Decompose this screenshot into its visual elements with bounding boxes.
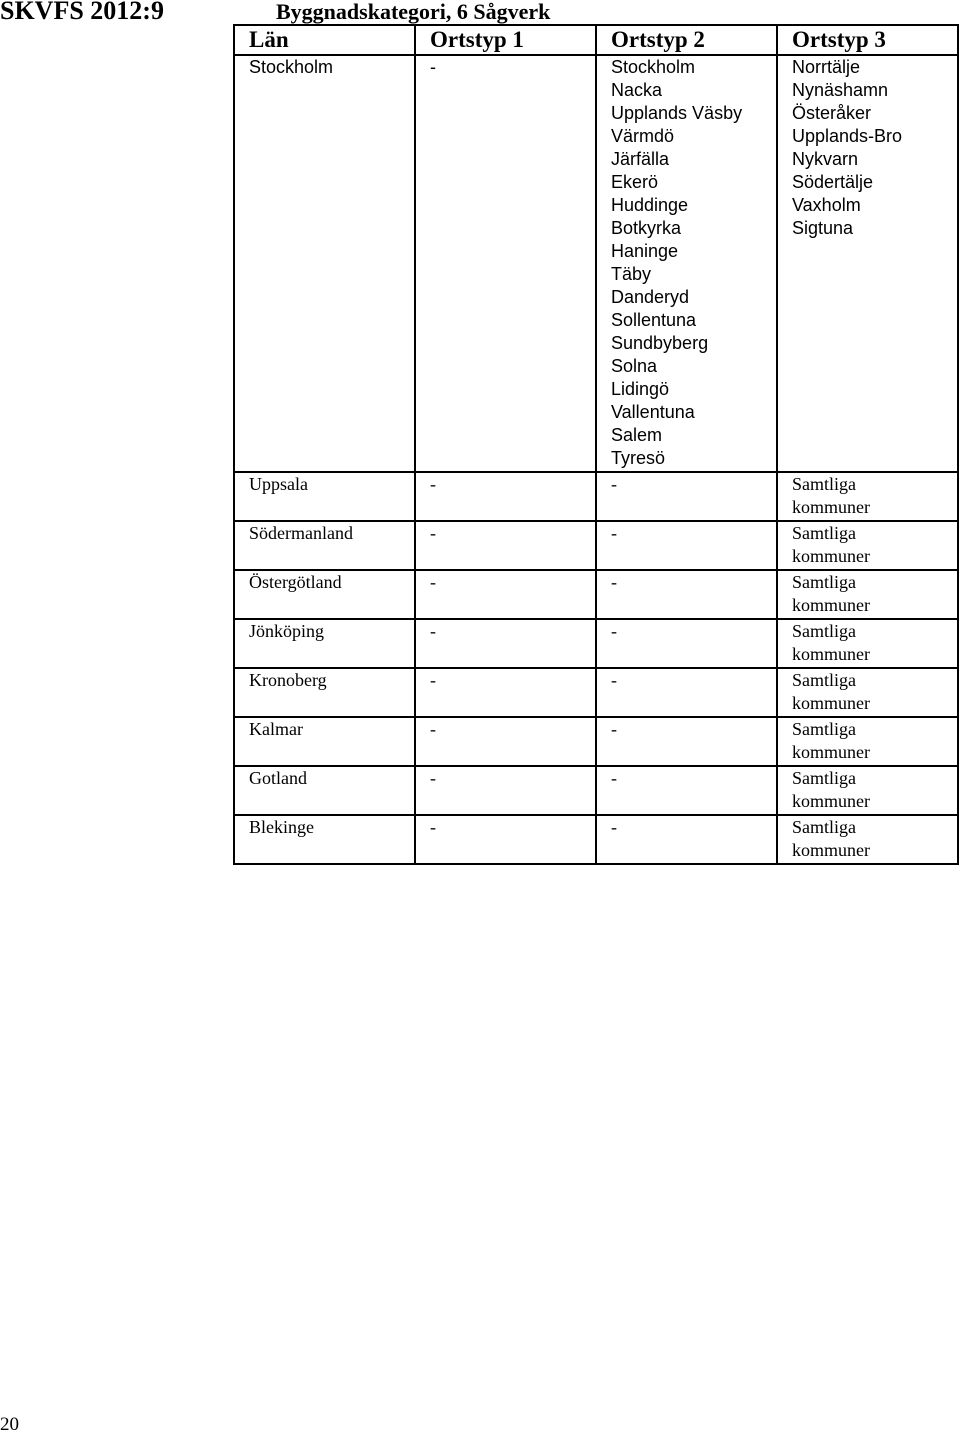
ortstyp-3-line: Samtliga — [792, 670, 856, 690]
ortstyp-3-line: kommuner — [792, 791, 870, 811]
ortstyp-2-cell: - — [596, 521, 777, 570]
municipality: Vallentuna — [611, 402, 695, 422]
ortstyp-3-cell — [777, 570, 958, 619]
ortstyp-1-cell: - — [415, 766, 596, 815]
ortstyp-3-line: Samtliga — [792, 817, 856, 837]
ortstyp-3-line: Samtliga — [792, 768, 856, 788]
municipality: Sollentuna — [611, 310, 697, 330]
ortstyp-2-cell: - — [596, 619, 777, 668]
municipality: Stockholm — [611, 57, 696, 77]
ortstyp-2-cell: - — [596, 668, 777, 717]
ortstyp-1-cell: - — [415, 815, 596, 864]
lan-cell: Uppsala — [234, 472, 415, 521]
table-row — [234, 472, 958, 521]
ortstyp-3-line: Samtliga — [792, 621, 856, 641]
municipality: Österåker — [792, 103, 872, 123]
lan-cell: Stockholm — [234, 55, 415, 472]
ortstyp-3-line: kommuner — [792, 644, 870, 664]
ortstyp-3-cell — [777, 472, 958, 521]
municipality: Lidingö — [611, 379, 670, 399]
ortstyp-3-line: kommuner — [792, 595, 870, 615]
ortstyp-1-cell: - — [415, 570, 596, 619]
ortstyp-3-cell — [777, 521, 958, 570]
municipality: Botkyrka — [611, 218, 682, 238]
ortstyp-3-cell — [777, 668, 958, 717]
ortstyp-2-cell: - — [596, 570, 777, 619]
municipality: Nykvarn — [792, 149, 859, 169]
ortstyp-1-cell: - — [415, 472, 596, 521]
ortstyp-3-cell — [777, 815, 958, 864]
municipality: Solna — [611, 356, 658, 376]
column-header-lan: Län — [234, 25, 415, 55]
lan-cell: Blekinge — [234, 815, 415, 864]
column-header-ortstyp-2: Ortstyp 2 — [596, 25, 777, 55]
table-title: Byggnadskategori, 6 Sågverk — [276, 0, 551, 24]
municipality: Nacka — [611, 80, 663, 100]
table-row — [234, 815, 958, 864]
lan-cell: Kalmar — [234, 717, 415, 766]
column-header-ortstyp-3: Ortstyp 3 — [777, 25, 958, 55]
municipality: Upplands-Bro — [792, 126, 903, 146]
municipality: Vaxholm — [792, 195, 861, 215]
municipality: Upplands Väsby — [611, 103, 743, 123]
ortstyp-3-line: kommuner — [792, 693, 870, 713]
document-id: SKVFS 2012:9 — [0, 0, 164, 25]
ortstyp-2-cell — [596, 55, 777, 472]
building-category-table — [233, 24, 959, 865]
ortstyp-3-line: Samtliga — [792, 474, 856, 494]
municipality: Tyresö — [611, 448, 666, 468]
municipality: Värmdö — [611, 126, 675, 146]
municipality: Ekerö — [611, 172, 659, 192]
municipality: Norrtälje — [792, 57, 861, 77]
municipality: Huddinge — [611, 195, 689, 215]
ortstyp-3-line: Samtliga — [792, 523, 856, 543]
table-row — [234, 570, 958, 619]
table-row — [234, 717, 958, 766]
ortstyp-1-cell: - — [415, 717, 596, 766]
lan-cell: Östergötland — [234, 570, 415, 619]
municipality: Nynäshamn — [792, 80, 889, 100]
ortstyp-2-cell: - — [596, 815, 777, 864]
municipality: Salem — [611, 425, 663, 445]
ortstyp-3-line: kommuner — [792, 497, 870, 517]
ortstyp-3-line: kommuner — [792, 742, 870, 762]
municipality: Täby — [611, 264, 652, 284]
ortstyp-1-cell: - — [415, 668, 596, 717]
municipality: Danderyd — [611, 287, 690, 307]
ortstyp-1-cell: - — [415, 619, 596, 668]
ortstyp-3-line: Samtliga — [792, 719, 856, 739]
lan-cell: Södermanland — [234, 521, 415, 570]
ortstyp-1-cell: - — [415, 55, 596, 472]
ortstyp-3-cell — [777, 766, 958, 815]
ortstyp-3-line: kommuner — [792, 840, 870, 860]
table-row — [234, 766, 958, 815]
lan-cell: Gotland — [234, 766, 415, 815]
lan-cell: Kronoberg — [234, 668, 415, 717]
table-header-row — [234, 25, 958, 55]
table-row — [234, 619, 958, 668]
lan-cell: Jönköping — [234, 619, 415, 668]
table-row — [234, 668, 958, 717]
municipality: Haninge — [611, 241, 679, 261]
municipality: Järfälla — [611, 149, 670, 169]
ortstyp-2-cell: - — [596, 717, 777, 766]
ortstyp-3-cell — [777, 717, 958, 766]
page-number: 20 — [0, 1414, 19, 1435]
ortstyp-2-cell: - — [596, 766, 777, 815]
municipality: Södertälje — [792, 172, 874, 192]
ortstyp-3-cell — [777, 619, 958, 668]
ortstyp-3-line: Samtliga — [792, 572, 856, 592]
municipality: Sigtuna — [792, 218, 854, 238]
ortstyp-2-cell: - — [596, 472, 777, 521]
column-header-ortstyp-1: Ortstyp 1 — [415, 25, 596, 55]
ortstyp-1-cell: - — [415, 521, 596, 570]
municipality: Sundbyberg — [611, 333, 709, 353]
ortstyp-3-line: kommuner — [792, 546, 870, 566]
ortstyp-3-cell — [777, 55, 958, 472]
table-row-stockholm — [234, 55, 958, 472]
table-row — [234, 521, 958, 570]
